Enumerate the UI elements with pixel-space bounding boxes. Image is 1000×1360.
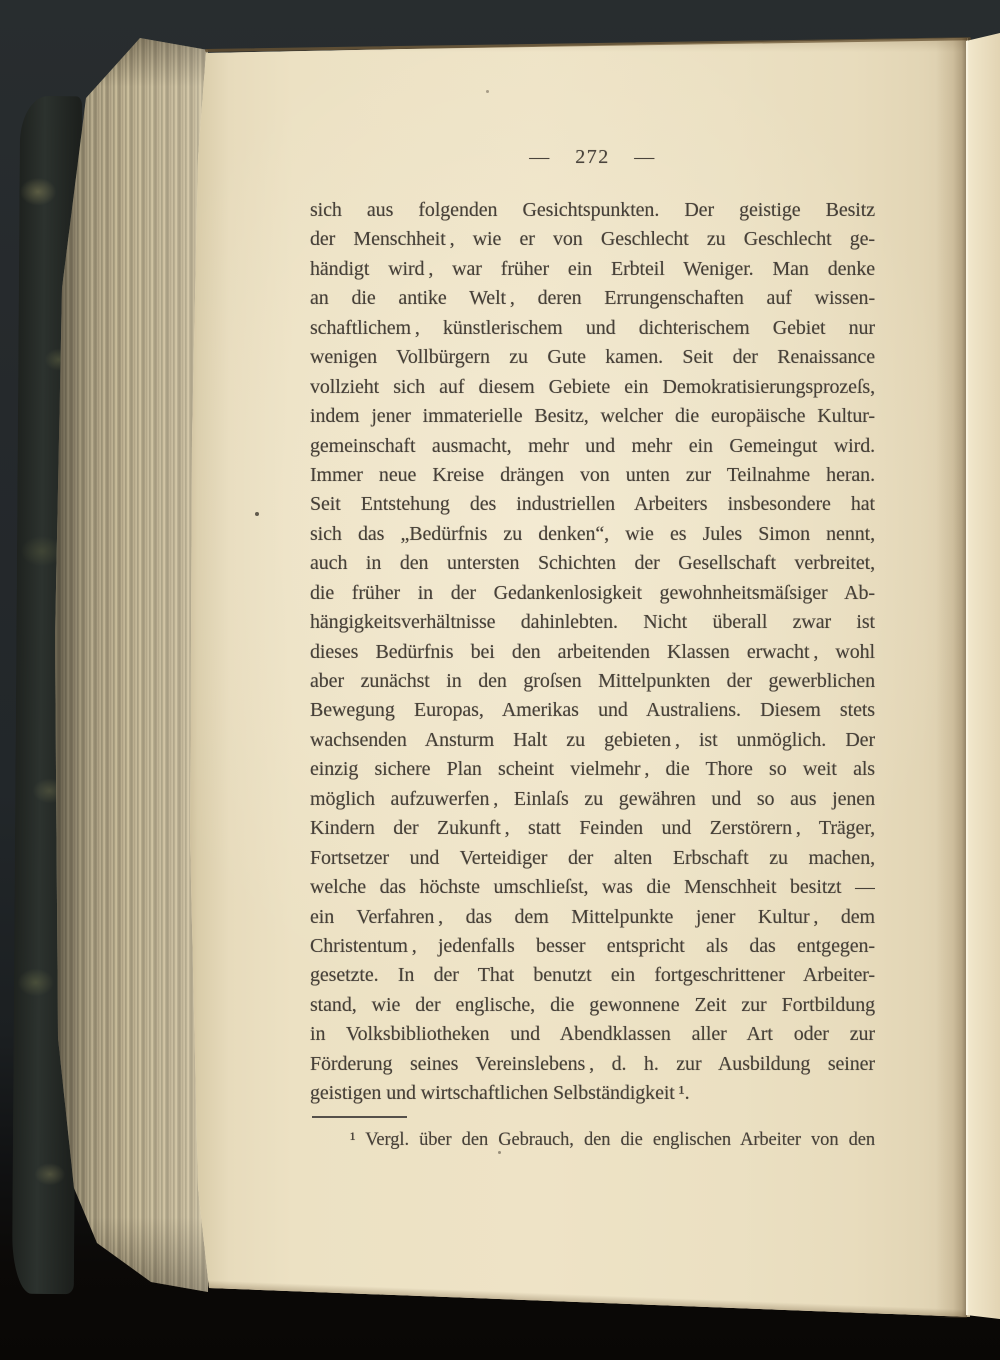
text-line: ein Verfahren , das dem Mittelpunkte jener Kultur , dem — [310, 905, 875, 928]
text-line: gesetzte. In der That benutzt ein fortgeschrittener Arbeiter- — [310, 964, 875, 987]
text-line: welche das höchste umschlieſst, was die Menschheit besitzt — — [310, 876, 875, 899]
footnote-text — [310, 1127, 875, 1153]
text-line: dieses Bedürfnis bei den arbeitenden Klassen erwacht , wohl — [310, 640, 875, 663]
text-line: Bewegung Europas, Amerikas und Australiens. Diesem stets — [310, 699, 875, 722]
text-line: Seit Entstehung des industriellen Arbeiters insbesondere hat — [310, 493, 875, 516]
page-edge-stack — [55, 36, 208, 1306]
text-line: Fortsetzer und Verteidiger der alten Erbschaft zu machen, — [310, 846, 875, 869]
text-line: die früher in der Gedankenlosigkeit gewohnheitsmäſsiger Ab- — [310, 581, 875, 604]
text-line: Christentum , jedenfalls besser entspricht als das entgegen- — [310, 934, 875, 957]
text-line: vollzieht sich auf diesem Gebiete ein Demokratisierungsprozeſs, — [310, 375, 875, 398]
page-gutter-crease — [936, 38, 967, 1318]
text-line: händigt wird , war früher ein Erbteil Weniger. Man denke — [310, 257, 875, 280]
text-line: sich aus folgenden Gesichtspunkten. Der geistige Besitz — [310, 199, 875, 221]
page-bottom-edge-shadow — [202, 1280, 982, 1322]
text-line: wachsenden Ansturm Halt zu gebieten , ist unmöglich. Der — [310, 728, 875, 751]
text-line: geistigen und wirtschaftlichen Selbständigkeit ¹. — [310, 1082, 690, 1105]
text-line: Förderung seines Vereinslebens , d. h. zur Ausbildung seiner — [310, 1052, 875, 1075]
footnote-rule — [312, 1116, 407, 1118]
text-line: ¹ Vergl. über den Gebrauch, den die englischen Arbeiter von den — [350, 1130, 875, 1150]
facing-page-edge — [966, 33, 1000, 1319]
print-speck — [486, 90, 489, 93]
print-speck — [498, 1151, 501, 1154]
print-speck — [255, 512, 259, 516]
text-line: in Volksbibliotheken und Abendklassen aller Art oder zur — [310, 1023, 875, 1046]
text-line: indem jener immaterielle Besitz, welcher die europäische Kultur- — [310, 405, 875, 428]
text-line: schaftlichem , künstlerischem und dichterischem Gebiet nur — [310, 316, 875, 339]
text-line: wenigen Vollbürgern zu Gute kamen. Seit der Renaissance — [310, 346, 875, 369]
page-number: — 272 — — [529, 146, 656, 168]
text-line: gemeinschaft ausmacht, mehr und mehr ein Gemeingut wird. — [310, 434, 875, 457]
body-text — [310, 196, 875, 1109]
text-line: aber zunächst in den groſsen Mittelpunkten der gewerblichen — [310, 670, 875, 692]
text-line: auch in den untersten Schichten der Gesellschaft verbreitet, — [310, 552, 875, 575]
text-line: sich das „Bedürfnis zu denken“, wie es Jules Simon nennt, — [310, 522, 875, 545]
text-line: Immer neue Kreise drängen von unten zur Teilnahme heran. — [310, 463, 875, 486]
text-line: einzig sichere Plan scheint vielmehr , die Thore so weit als — [310, 758, 875, 781]
text-line: Kindern der Zukunft , statt Feinden und Zerstörern , Träger, — [310, 817, 875, 840]
text-line: der Menschheit , wie er von Geschlecht zu Geschlecht ge- — [310, 228, 875, 251]
text-line: stand, wie der englische, die gewonnene Zeit zur Fortbildung — [310, 993, 875, 1016]
text-line: an die antike Welt , deren Errungenschaften auf wissen- — [310, 287, 875, 310]
text-line: möglich aufzuwerfen , Einlaſs zu gewähren und so aus jenen — [310, 787, 875, 810]
text-line: hängigkeitsverhältnisse dahinlebten. Nicht überall zwar ist — [310, 611, 875, 634]
